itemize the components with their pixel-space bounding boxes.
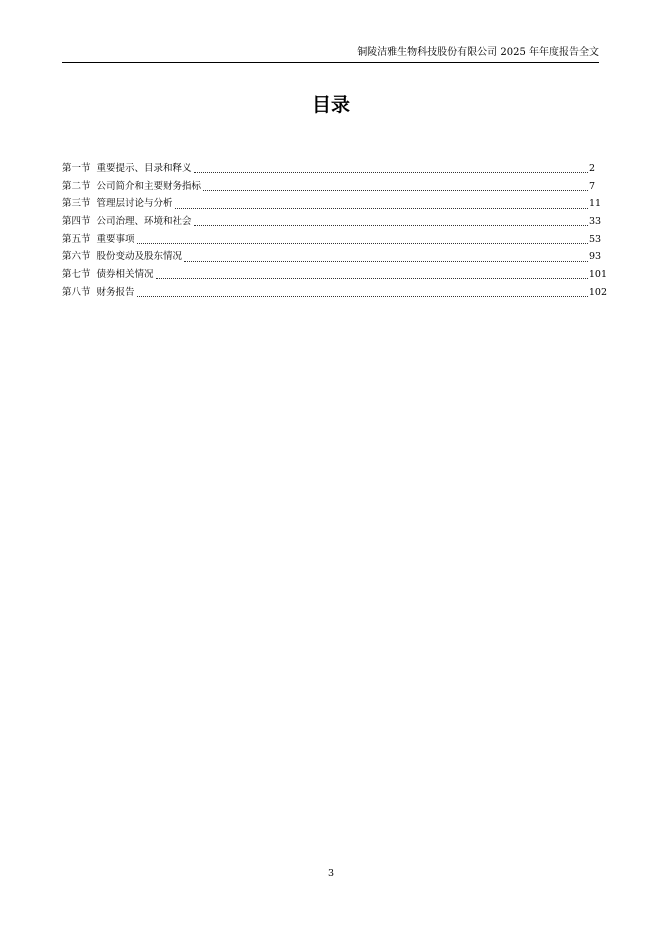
toc-entry[interactable] (62, 266, 607, 284)
toc-entry[interactable] (62, 284, 607, 302)
toc-section-title: 公司简介和主要财务指标 (96, 180, 202, 192)
page-title: 目录 (311, 94, 350, 116)
toc-entry[interactable] (62, 213, 607, 231)
toc-entry[interactable] (62, 248, 607, 266)
toc-entry[interactable] (62, 160, 607, 178)
toc-page-number: 53 (589, 233, 602, 245)
toc-section-number: 第八节 (62, 286, 91, 298)
toc-section-title: 重要事项 (96, 233, 135, 245)
toc-section-title: 公司治理、环境和社会 (96, 216, 192, 228)
toc-section-number: 第一节 (62, 163, 91, 174)
toc-dot-leader (137, 231, 588, 244)
toc-section-title: 重要提示、目录和释义 (96, 163, 192, 174)
toc-section-number: 第五节 (62, 233, 91, 245)
toc-page-number: 7 (589, 180, 596, 192)
toc-section-number: 第六节 (62, 251, 91, 263)
toc-dot-leader (203, 178, 588, 191)
footer-page-number: 3 (327, 868, 335, 879)
toc-section-number: 第七节 (62, 269, 91, 281)
toc-page-number: 102 (588, 286, 607, 298)
header-text: 铜陵洁雅生物科技股份有限公司 2025 年年度报告全文 (357, 47, 599, 58)
toc-page-number: 93 (589, 251, 602, 263)
toc-section-number: 第四节 (62, 216, 91, 228)
toc-dot-leader (194, 160, 588, 173)
toc-section-title: 财务报告 (96, 286, 135, 298)
toc-entry[interactable] (62, 231, 607, 249)
toc-entry[interactable] (62, 178, 607, 196)
toc-dot-leader (137, 284, 588, 297)
toc-dot-leader (194, 213, 588, 226)
toc-page-number: 101 (588, 269, 607, 281)
toc-dot-leader (175, 196, 588, 209)
page-header (62, 46, 599, 63)
toc-section-number: 第二节 (62, 180, 91, 192)
table-of-contents (62, 160, 607, 302)
toc-page-number: 2 (589, 163, 596, 174)
page-footer (0, 868, 662, 880)
toc-section-title: 股份变动及股东情况 (96, 251, 183, 263)
toc-dot-leader (184, 249, 588, 262)
toc-dot-leader (156, 266, 588, 279)
toc-page-number: 33 (589, 216, 602, 228)
toc-page-number: 11 (589, 198, 602, 210)
toc-section-title: 管理层讨论与分析 (96, 198, 173, 210)
toc-entry[interactable] (62, 195, 607, 213)
toc-section-title: 债券相关情况 (96, 269, 154, 281)
toc-section-number: 第三节 (62, 198, 91, 210)
